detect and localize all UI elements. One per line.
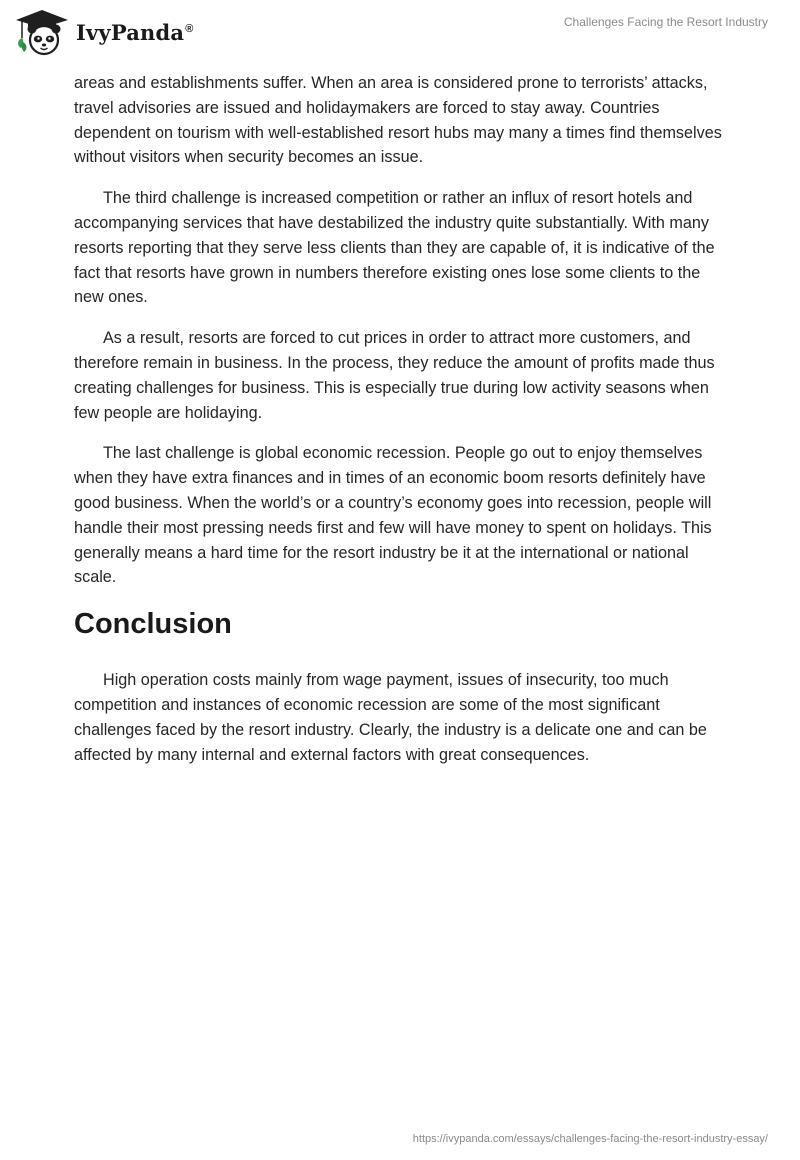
conclusion-paragraph: High operation costs mainly from wage payment, issues of insecurity, too much competition and instances of economic recession are some of the most significant challenges faced by the resort industry. Clearly, the industry is a delicate one and can be affected by many internal and external factors with great consequences. xyxy=(74,671,707,764)
paragraph: areas and establishments suffer. When an area is considered prone to terrorists’ attacks, travel advisories are issued and holidaymakers are forced to stay away. Countries dependent on tourism with well-established resort hubs may many a times find themselves without visitors when security becomes an issue. xyxy=(74,74,722,167)
conclusion-heading: Conclusion xyxy=(74,608,232,641)
document-title: Challenges Facing the Resort Industry xyxy=(563,15,768,29)
ivypanda-logo[interactable] xyxy=(14,8,194,56)
paragraph: The third challenge is increased competition or rather an influx of resort hotels and accompanying services that have destabilized the industry quite substantially. With many resorts reporting that they serve less clients than they are capable of, it is indicative of the fact that resorts have grown in numbers therefore existing ones lose some clients to the new ones. xyxy=(74,189,715,307)
source-url[interactable]: https://ivypanda.com/essays/challenges-facing-the-resort-industry-essay/ xyxy=(412,1133,768,1145)
panda-graduate-icon xyxy=(14,8,70,56)
page-header xyxy=(0,0,800,64)
paragraph: As a result, resorts are forced to cut prices in order to attract more customers, and therefore remain in business. In the process, they reduce the amount of profits made thus creating challenges for business. This is especially true during low activity seasons when few people are holidaying. xyxy=(74,329,715,422)
paragraph: The last challenge is global economic recession. People go out to enjoy themselves when they have extra finances and in times of an economic boom resorts definitely have good business. When the world’s or a country’s economy goes into recession, people will handle their most pressing needs first and few will have money to spent on holidays. This generally means a hard time for the resort industry be it at the international or national scale. xyxy=(74,444,712,587)
brand-name: IvyPanda® xyxy=(76,19,194,45)
essay-body xyxy=(74,71,734,783)
registered-mark: ® xyxy=(185,22,194,35)
